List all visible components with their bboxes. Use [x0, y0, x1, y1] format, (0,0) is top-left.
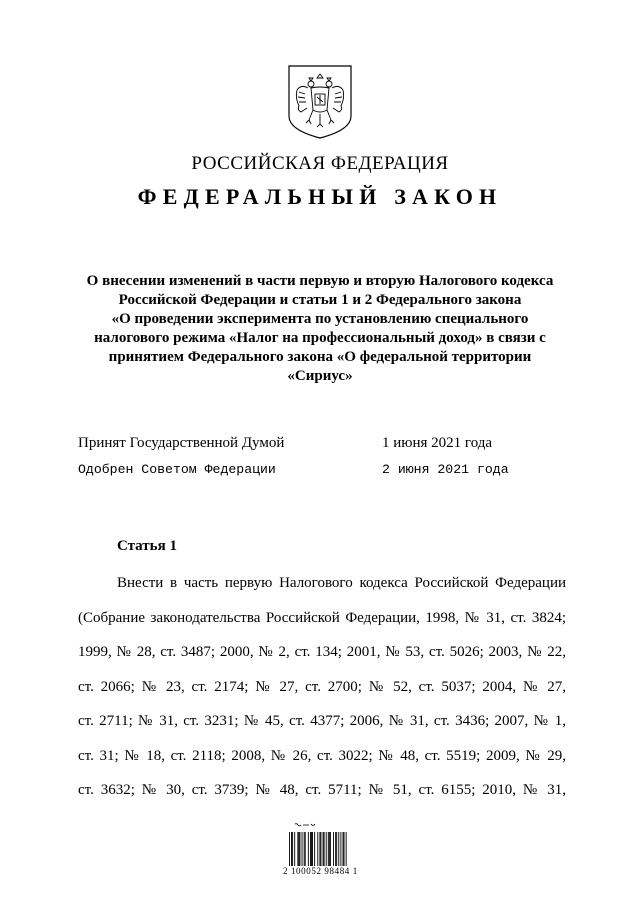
- law-title-line: Российской Федерации и статьи 1 и 2 Федерального закона: [118, 292, 522, 308]
- article-line: ст. 3632; № 30, ст. 3739; № 48, ст. 5711; № 51, ст. 6155; 2010, № 31,: [78, 782, 566, 798]
- barcode-bar: [308, 832, 309, 866]
- barcode-bar: [333, 832, 334, 866]
- barcode-bar: [317, 832, 318, 866]
- barcode-number: 2 100052 98484 1: [283, 866, 358, 876]
- barcode-bar: [300, 832, 301, 866]
- article-line: 1999, № 28, ст. 3487; 2000, № 2, ст. 134; 2001, № 53, ст. 5026; 2003, № 22,: [78, 644, 566, 660]
- barcode-bar: [312, 832, 313, 866]
- barcode-bar: [326, 832, 327, 866]
- barcode-bar: [330, 832, 331, 866]
- barcode-bar: [323, 832, 324, 866]
- barcode-bar: [328, 832, 329, 866]
- barcode-bar: [338, 832, 339, 866]
- barcode-bar: [292, 832, 293, 866]
- barcode-bar: [319, 832, 320, 866]
- barcode-bar: [314, 832, 315, 866]
- law-title: [60, 272, 580, 386]
- barcode-bar: [298, 832, 299, 866]
- barcode-bar: [321, 832, 322, 866]
- article-line: Внести в часть первую Налогового кодекса Российской Федерации: [117, 575, 566, 591]
- barcode-bar: [311, 832, 312, 866]
- article-body: [78, 566, 566, 808]
- law-title-line: принятием Федерального закона «О федеральной территории: [108, 349, 532, 365]
- document-type: ФЕДЕРАЛЬНЫЙ ЗАКОН: [137, 184, 503, 209]
- approval-date: 2 июня 2021 года: [382, 462, 509, 477]
- article-line: ст. 2711; № 31, ст. 3231; № 45, ст. 4377; 2006, № 31, ст. 3436; 2007, № 1,: [78, 713, 566, 729]
- barcode-bar: [302, 832, 303, 866]
- approval-label: Одобрен Советом Федерации: [78, 462, 276, 477]
- coat-of-arms-icon: [287, 64, 353, 140]
- barcode-bar: [294, 832, 295, 866]
- barcode-bar: [310, 832, 311, 866]
- law-title-line: налогового режима «Налог на профессиональный доход» в связи с: [94, 330, 546, 346]
- approval-label: Принят Государственной Думой: [78, 435, 285, 451]
- country-name: РОССИЙСКАЯ ФЕДЕРАЦИЯ: [191, 153, 449, 174]
- barcode-bar: [340, 832, 341, 866]
- barcode-icon: [287, 822, 349, 868]
- barcode-bar: [329, 832, 330, 866]
- barcode-bar: [344, 832, 345, 866]
- article-line: ст. 2066; № 23, ст. 2174; № 27, ст. 2700; № 52, ст. 5037; 2004, № 27,: [78, 678, 566, 695]
- barcode-bar: [289, 832, 290, 866]
- barcode-bar: [291, 832, 292, 866]
- law-title-line: «Сириус»: [287, 368, 353, 384]
- barcode-bar: [335, 832, 336, 866]
- article-heading: Статья 1: [117, 538, 177, 554]
- article-line: (Собрание законодательства Российской Федерации, 1998, № 31, ст. 3824;: [78, 609, 566, 626]
- approval-date: 1 июня 2021 года: [382, 435, 493, 451]
- barcode-bar: [336, 832, 337, 866]
- barcode-bar: [324, 832, 325, 866]
- law-title-line: «О проведении эксперимента по установлению специального: [111, 311, 529, 327]
- barcode-bar: [346, 832, 347, 866]
- barcode-bar: [304, 832, 305, 866]
- law-title-line: О внесении изменений в части первую и вторую Налогового кодекса: [86, 273, 554, 289]
- barcode-bar: [343, 832, 344, 866]
- barcode-bar: [305, 832, 306, 866]
- barcode-bar: [297, 832, 298, 866]
- article-line: ст. 31; № 18, ст. 2118; 2008, № 26, ст. 3022; № 48, ст. 5519; 2009, № 29,: [78, 747, 566, 764]
